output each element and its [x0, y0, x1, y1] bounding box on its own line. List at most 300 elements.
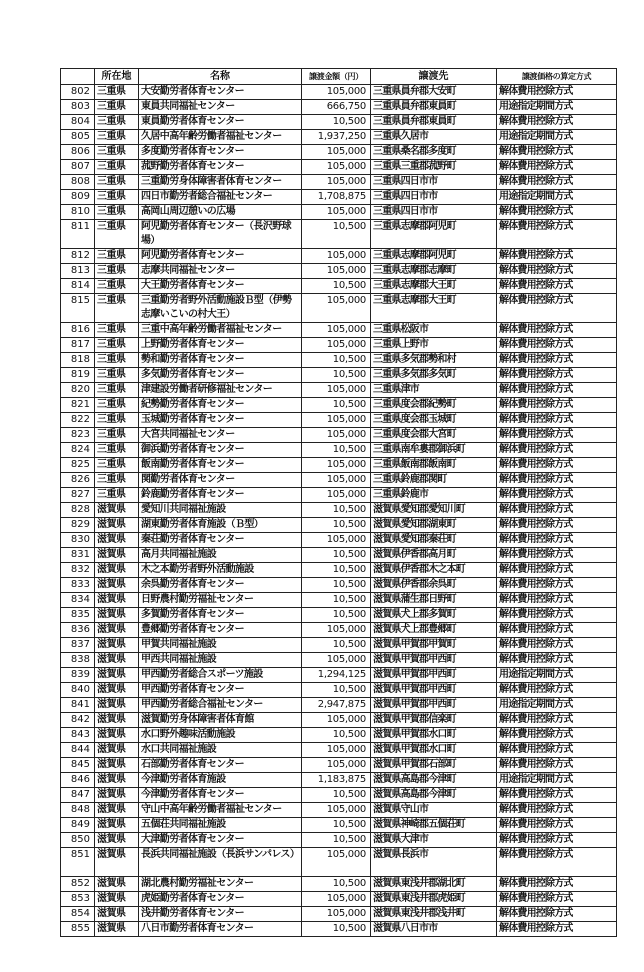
row-recipient: 三重県度会郡大宮町 — [371, 428, 497, 443]
row-number: 839 — [61, 668, 95, 683]
row-number: 810 — [61, 205, 95, 220]
table-row — [61, 503, 617, 518]
row-recipient: 滋賀県守山市 — [371, 803, 497, 818]
row-recipient: 三重県志摩郡大王町 — [371, 279, 497, 294]
row-amount: 105,000 — [302, 428, 371, 443]
row-number: 826 — [61, 473, 95, 488]
row-method: 解体費用控除方式 — [497, 548, 617, 563]
row-amount: 10,500 — [302, 279, 371, 294]
row-location: 滋賀県 — [95, 623, 139, 638]
row-number: 802 — [61, 85, 95, 100]
row-amount: 1,937,250 — [302, 130, 371, 145]
row-location: 滋賀県 — [95, 683, 139, 698]
row-amount: 105,000 — [302, 907, 371, 922]
row-method: 解体費用控除方式 — [497, 803, 617, 818]
row-number: 832 — [61, 563, 95, 578]
row-amount: 105,000 — [302, 323, 371, 338]
row-method: 解体費用控除方式 — [497, 249, 617, 264]
row-method: 解体費用控除方式 — [497, 398, 617, 413]
row-recipient: 滋賀県愛知郡湖東町 — [371, 518, 497, 533]
row-amount: 105,000 — [302, 294, 371, 323]
row-number: 820 — [61, 383, 95, 398]
row-recipient: 三重県四日市市 — [371, 205, 497, 220]
row-number: 852 — [61, 877, 95, 892]
row-amount: 105,000 — [302, 413, 371, 428]
row-recipient: 三重県桑名郡多度町 — [371, 145, 497, 160]
row-location: 三重県 — [95, 220, 139, 249]
row-facility-name: 大宮共同福祉センター — [139, 428, 302, 443]
row-method: 解体費用控除方式 — [497, 473, 617, 488]
row-recipient: 三重県飯南郡飯南町 — [371, 458, 497, 473]
row-recipient: 三重県多気郡勢和村 — [371, 353, 497, 368]
row-method: 解体費用控除方式 — [497, 623, 617, 638]
row-number: 842 — [61, 713, 95, 728]
row-number: 825 — [61, 458, 95, 473]
row-method: 解体費用控除方式 — [497, 922, 617, 937]
row-location: 三重県 — [95, 85, 139, 100]
row-location: 滋賀県 — [95, 803, 139, 818]
row-recipient: 滋賀県甲賀郡水口町 — [371, 743, 497, 758]
row-amount: 10,500 — [302, 548, 371, 563]
row-method: 解体費用控除方式 — [497, 533, 617, 548]
row-amount: 105,000 — [302, 145, 371, 160]
row-location: 滋賀県 — [95, 907, 139, 922]
row-facility-name: 余呉勤労者体育センター — [139, 578, 302, 593]
row-recipient: 三重県四日市市 — [371, 175, 497, 190]
row-number: 815 — [61, 294, 95, 323]
row-location: 滋賀県 — [95, 833, 139, 848]
row-method: 解体費用控除方式 — [497, 323, 617, 338]
row-method: 用途指定期間方式 — [497, 773, 617, 788]
row-method: 解体費用控除方式 — [497, 368, 617, 383]
row-number: 811 — [61, 220, 95, 249]
row-number: 840 — [61, 683, 95, 698]
row-recipient: 滋賀県伊香郡高月町 — [371, 548, 497, 563]
row-amount: 10,500 — [302, 728, 371, 743]
row-method: 解体費用控除方式 — [497, 758, 617, 773]
row-recipient: 滋賀県蒲生郡日野町 — [371, 593, 497, 608]
row-number: 808 — [61, 175, 95, 190]
row-number: 805 — [61, 130, 95, 145]
row-facility-name: 上野勤労者体育センター — [139, 338, 302, 353]
row-recipient: 滋賀県甲賀郡甲西町 — [371, 683, 497, 698]
row-number: 853 — [61, 892, 95, 907]
row-location: 三重県 — [95, 368, 139, 383]
row-recipient: 三重県志摩郡阿児町 — [371, 249, 497, 264]
row-facility-name: 多賀勤労者体育センター — [139, 608, 302, 623]
table-row — [61, 264, 617, 279]
row-number: 822 — [61, 413, 95, 428]
row-number: 831 — [61, 548, 95, 563]
row-amount: 105,000 — [302, 205, 371, 220]
row-recipient: 滋賀県東浅井郡虎姫町 — [371, 892, 497, 907]
row-amount: 10,500 — [302, 115, 371, 130]
table-row — [61, 458, 617, 473]
row-method: 解体費用控除方式 — [497, 413, 617, 428]
table-row — [61, 175, 617, 190]
row-recipient: 滋賀県犬上郡豊郷町 — [371, 623, 497, 638]
table-row — [61, 713, 617, 728]
table-row — [61, 743, 617, 758]
row-facility-name: 阿児勤労者体育センター（長沢野球場） — [139, 220, 302, 249]
row-amount: 105,000 — [302, 713, 371, 728]
row-recipient: 滋賀県甲賀郡信楽町 — [371, 713, 497, 728]
row-amount: 10,500 — [302, 518, 371, 533]
row-number: 850 — [61, 833, 95, 848]
row-facility-name: 甲西勤労者総合スポーツ施設 — [139, 668, 302, 683]
row-amount: 105,000 — [302, 85, 371, 100]
row-facility-name: 守山中高年齢労働者福祉センター — [139, 803, 302, 818]
table-row — [61, 323, 617, 338]
row-amount: 10,500 — [302, 563, 371, 578]
table-row — [61, 683, 617, 698]
row-recipient: 三重県鈴鹿市 — [371, 488, 497, 503]
row-number: 855 — [61, 922, 95, 937]
row-method: 解体費用控除方式 — [497, 608, 617, 623]
row-recipient: 三重県三重郡菰野町 — [371, 160, 497, 175]
table-row — [61, 593, 617, 608]
row-number: 841 — [61, 698, 95, 713]
row-location: 滋賀県 — [95, 653, 139, 668]
row-amount: 10,500 — [302, 503, 371, 518]
row-recipient: 滋賀県高島郡今津町 — [371, 773, 497, 788]
row-amount: 10,500 — [302, 833, 371, 848]
row-location: 三重県 — [95, 323, 139, 338]
row-facility-name: 浅井勤労者体育センター — [139, 907, 302, 922]
row-location: 三重県 — [95, 190, 139, 205]
table-row — [61, 818, 617, 833]
table-body — [61, 85, 617, 937]
row-method: 解体費用控除方式 — [497, 907, 617, 922]
row-number: 846 — [61, 773, 95, 788]
row-recipient: 三重県志摩郡阿児町 — [371, 220, 497, 249]
row-facility-name: 滋賀勤労身体障害者体育館 — [139, 713, 302, 728]
row-location: 三重県 — [95, 115, 139, 130]
table-row — [61, 473, 617, 488]
row-amount: 105,000 — [302, 175, 371, 190]
table-row — [61, 892, 617, 907]
table-row — [61, 428, 617, 443]
table-row — [61, 578, 617, 593]
row-facility-name: 木之本勤労者野外活動施設 — [139, 563, 302, 578]
row-facility-name: 御浜勤労者体育センター — [139, 443, 302, 458]
table-row — [61, 398, 617, 413]
row-number: 804 — [61, 115, 95, 130]
row-facility-name: 虎姫勤労者体育センター — [139, 892, 302, 907]
row-number: 817 — [61, 338, 95, 353]
row-recipient: 滋賀県大津市 — [371, 833, 497, 848]
row-amount: 10,500 — [302, 368, 371, 383]
row-location: 三重県 — [95, 338, 139, 353]
row-method: 解体費用控除方式 — [497, 818, 617, 833]
table-row — [61, 383, 617, 398]
row-method: 解体費用控除方式 — [497, 488, 617, 503]
row-location: 滋賀県 — [95, 713, 139, 728]
table-row — [61, 563, 617, 578]
row-method: 解体費用控除方式 — [497, 145, 617, 160]
row-recipient: 滋賀県長浜市 — [371, 848, 497, 877]
row-facility-name: 八日市勤労者体育センター — [139, 922, 302, 937]
row-facility-name: 多度勤労者体育センター — [139, 145, 302, 160]
row-location: 滋賀県 — [95, 533, 139, 548]
row-amount: 10,500 — [302, 638, 371, 653]
header-recipient: 譲渡先 — [371, 69, 497, 85]
row-facility-name: 東員勤労者体育センター — [139, 115, 302, 130]
table-row — [61, 130, 617, 145]
table-row — [61, 294, 617, 323]
row-amount: 10,500 — [302, 608, 371, 623]
row-method: 解体費用控除方式 — [497, 518, 617, 533]
row-method: 解体費用控除方式 — [497, 338, 617, 353]
row-method: 解体費用控除方式 — [497, 160, 617, 175]
row-amount: 1,183,875 — [302, 773, 371, 788]
row-amount: 10,500 — [302, 788, 371, 803]
row-number: 847 — [61, 788, 95, 803]
row-method: 解体費用控除方式 — [497, 743, 617, 758]
row-facility-name: 水口共同福祉施設 — [139, 743, 302, 758]
row-location: 三重県 — [95, 413, 139, 428]
table-row — [61, 115, 617, 130]
row-number: 844 — [61, 743, 95, 758]
row-facility-name: 石部勤労者体育センター — [139, 758, 302, 773]
row-facility-name: 紀勢勤労者体育センター — [139, 398, 302, 413]
row-number: 809 — [61, 190, 95, 205]
row-facility-name: 甲西共同福祉施設 — [139, 653, 302, 668]
table-row — [61, 160, 617, 175]
table-row — [61, 205, 617, 220]
row-recipient: 滋賀県犬上郡多賀町 — [371, 608, 497, 623]
row-recipient: 滋賀県愛知郡秦荘町 — [371, 533, 497, 548]
row-location: 三重県 — [95, 294, 139, 323]
row-number: 834 — [61, 593, 95, 608]
row-method: 解体費用控除方式 — [497, 503, 617, 518]
row-amount: 10,500 — [302, 593, 371, 608]
row-recipient: 滋賀県甲賀郡石部町 — [371, 758, 497, 773]
row-amount: 105,000 — [302, 653, 371, 668]
row-amount: 105,000 — [302, 383, 371, 398]
row-recipient: 三重県員弁郡東員町 — [371, 100, 497, 115]
row-number: 818 — [61, 353, 95, 368]
row-recipient: 三重県上野市 — [371, 338, 497, 353]
row-method: 解体費用控除方式 — [497, 728, 617, 743]
row-location: 滋賀県 — [95, 698, 139, 713]
table-row — [61, 533, 617, 548]
table-row — [61, 190, 617, 205]
row-facility-name: 三重勤労者野外活動施設Ｂ型（伊勢志摩いこいの村大王） — [139, 294, 302, 323]
row-amount: 666,750 — [302, 100, 371, 115]
row-location: 三重県 — [95, 145, 139, 160]
row-facility-name: 鈴鹿勤労者体育センター — [139, 488, 302, 503]
row-facility-name: 阿児勤労者体育センター — [139, 249, 302, 264]
row-recipient: 滋賀県甲賀郡甲西町 — [371, 668, 497, 683]
row-facility-name: 大王勤労者体育センター — [139, 279, 302, 294]
row-recipient: 三重県松阪市 — [371, 323, 497, 338]
row-location: 三重県 — [95, 428, 139, 443]
row-method: 解体費用控除方式 — [497, 458, 617, 473]
table-row — [61, 922, 617, 937]
table-row — [61, 608, 617, 623]
row-method: 解体費用控除方式 — [497, 220, 617, 249]
table-row — [61, 907, 617, 922]
row-number: 838 — [61, 653, 95, 668]
row-method: 用途指定期間方式 — [497, 698, 617, 713]
row-method: 解体費用控除方式 — [497, 115, 617, 130]
row-location: 滋賀県 — [95, 638, 139, 653]
row-location: 三重県 — [95, 443, 139, 458]
document-page — [60, 68, 616, 937]
row-location: 三重県 — [95, 264, 139, 279]
row-method: 解体費用控除方式 — [497, 279, 617, 294]
row-method: 解体費用控除方式 — [497, 294, 617, 323]
row-facility-name: 勢和勤労者体育センター — [139, 353, 302, 368]
header-no — [61, 69, 95, 85]
row-facility-name: 久居中高年齢労働者福祉センター — [139, 130, 302, 145]
row-method: 解体費用控除方式 — [497, 788, 617, 803]
row-location: 滋賀県 — [95, 848, 139, 877]
row-method: 解体費用控除方式 — [497, 563, 617, 578]
row-amount: 105,000 — [302, 803, 371, 818]
row-recipient: 三重県南牟婁郡御浜町 — [371, 443, 497, 458]
table-row — [61, 773, 617, 788]
row-number: 849 — [61, 818, 95, 833]
row-location: 滋賀県 — [95, 563, 139, 578]
row-amount: 10,500 — [302, 683, 371, 698]
row-amount: 10,500 — [302, 443, 371, 458]
transfer-table — [60, 68, 617, 937]
table-row — [61, 548, 617, 563]
row-facility-name: 長浜共同福祉施設（長浜サンパレス） — [139, 848, 302, 877]
row-location: 滋賀県 — [95, 608, 139, 623]
header-row — [61, 69, 617, 85]
table-row — [61, 758, 617, 773]
row-recipient: 滋賀県東浅井郡湖北町 — [371, 877, 497, 892]
row-facility-name: 津建設労働者研修福祉センター — [139, 383, 302, 398]
row-facility-name: 高月共同福祉施設 — [139, 548, 302, 563]
row-method: 解体費用控除方式 — [497, 383, 617, 398]
row-facility-name: 湖東勤労者体育施設（Ｂ型） — [139, 518, 302, 533]
header-method: 譲渡価格の算定方式 — [497, 69, 617, 85]
row-amount: 105,000 — [302, 249, 371, 264]
row-location: 三重県 — [95, 458, 139, 473]
row-facility-name: 今津勤労者体育施設 — [139, 773, 302, 788]
row-method: 解体費用控除方式 — [497, 848, 617, 877]
row-recipient: 滋賀県甲賀郡甲賀町 — [371, 638, 497, 653]
row-amount: 105,000 — [302, 488, 371, 503]
row-recipient: 三重県員弁郡大安町 — [371, 85, 497, 100]
row-facility-name: 秦荘勤労者体育センター — [139, 533, 302, 548]
table-row — [61, 249, 617, 264]
row-location: 滋賀県 — [95, 668, 139, 683]
row-number: 828 — [61, 503, 95, 518]
row-location: 滋賀県 — [95, 758, 139, 773]
row-method: 解体費用控除方式 — [497, 264, 617, 279]
row-number: 854 — [61, 907, 95, 922]
row-number: 843 — [61, 728, 95, 743]
row-facility-name: 三重中高年齢労働者福祉センター — [139, 323, 302, 338]
table-row — [61, 518, 617, 533]
table-row — [61, 653, 617, 668]
row-number: 807 — [61, 160, 95, 175]
table-row — [61, 353, 617, 368]
row-recipient: 三重県度会郡紀勢町 — [371, 398, 497, 413]
row-facility-name: 大津勤労者体育センター — [139, 833, 302, 848]
row-facility-name: 飯南勤労者体育センター — [139, 458, 302, 473]
row-location: 三重県 — [95, 175, 139, 190]
row-number: 833 — [61, 578, 95, 593]
row-amount: 1,294,125 — [302, 668, 371, 683]
row-location: 三重県 — [95, 383, 139, 398]
table-row — [61, 788, 617, 803]
row-amount: 10,500 — [302, 877, 371, 892]
row-location: 三重県 — [95, 100, 139, 115]
row-facility-name: 多気勤労者体育センター — [139, 368, 302, 383]
row-facility-name: 水口野外趣味活動施設 — [139, 728, 302, 743]
row-recipient: 滋賀県甲賀郡甲西町 — [371, 653, 497, 668]
row-facility-name: 甲賀共同福祉施設 — [139, 638, 302, 653]
table-row — [61, 728, 617, 743]
row-location: 三重県 — [95, 398, 139, 413]
row-method: 解体費用控除方式 — [497, 85, 617, 100]
row-location: 滋賀県 — [95, 922, 139, 937]
row-location: 滋賀県 — [95, 548, 139, 563]
row-number: 848 — [61, 803, 95, 818]
row-recipient: 三重県鈴鹿郡関町 — [371, 473, 497, 488]
header-name: 名称 — [139, 69, 302, 85]
table-row — [61, 833, 617, 848]
row-number: 835 — [61, 608, 95, 623]
row-amount: 10,500 — [302, 220, 371, 249]
row-facility-name: 今津勤労者体育センター — [139, 788, 302, 803]
row-method: 解体費用控除方式 — [497, 877, 617, 892]
row-facility-name: 東員共同福祉センター — [139, 100, 302, 115]
row-location: 滋賀県 — [95, 518, 139, 533]
row-recipient: 滋賀県高島郡今津町 — [371, 788, 497, 803]
row-method: 解体費用控除方式 — [497, 638, 617, 653]
row-number: 806 — [61, 145, 95, 160]
row-recipient: 滋賀県甲賀郡水口町 — [371, 728, 497, 743]
row-location: 滋賀県 — [95, 728, 139, 743]
row-location: 滋賀県 — [95, 578, 139, 593]
row-location: 滋賀県 — [95, 892, 139, 907]
row-method: 解体費用控除方式 — [497, 428, 617, 443]
row-amount: 105,000 — [302, 623, 371, 638]
row-number: 819 — [61, 368, 95, 383]
row-facility-name: 高岡山周辺憩いの広場 — [139, 205, 302, 220]
row-amount: 10,500 — [302, 353, 371, 368]
row-recipient: 三重県員弁郡東員町 — [371, 115, 497, 130]
row-method: 解体費用控除方式 — [497, 578, 617, 593]
row-facility-name: 日野農村勤労福祉センター — [139, 593, 302, 608]
row-facility-name: 志摩共同福祉センター — [139, 264, 302, 279]
row-recipient: 滋賀県伊香郡木之本町 — [371, 563, 497, 578]
row-amount: 105,000 — [302, 743, 371, 758]
row-method: 解体費用控除方式 — [497, 443, 617, 458]
row-recipient: 三重県志摩郡志摩町 — [371, 264, 497, 279]
table-row — [61, 668, 617, 683]
row-facility-name: 五個荘共同福祉施設 — [139, 818, 302, 833]
row-amount: 105,000 — [302, 458, 371, 473]
row-amount: 105,000 — [302, 758, 371, 773]
row-facility-name: 大安勤労者体育センター — [139, 85, 302, 100]
row-number: 823 — [61, 428, 95, 443]
row-location: 滋賀県 — [95, 773, 139, 788]
row-recipient: 三重県多気郡多気町 — [371, 368, 497, 383]
row-number: 813 — [61, 264, 95, 279]
row-recipient: 三重県久居市 — [371, 130, 497, 145]
row-method: 解体費用控除方式 — [497, 683, 617, 698]
row-facility-name: 湖北農村勤労福祉センター — [139, 877, 302, 892]
row-location: 滋賀県 — [95, 788, 139, 803]
